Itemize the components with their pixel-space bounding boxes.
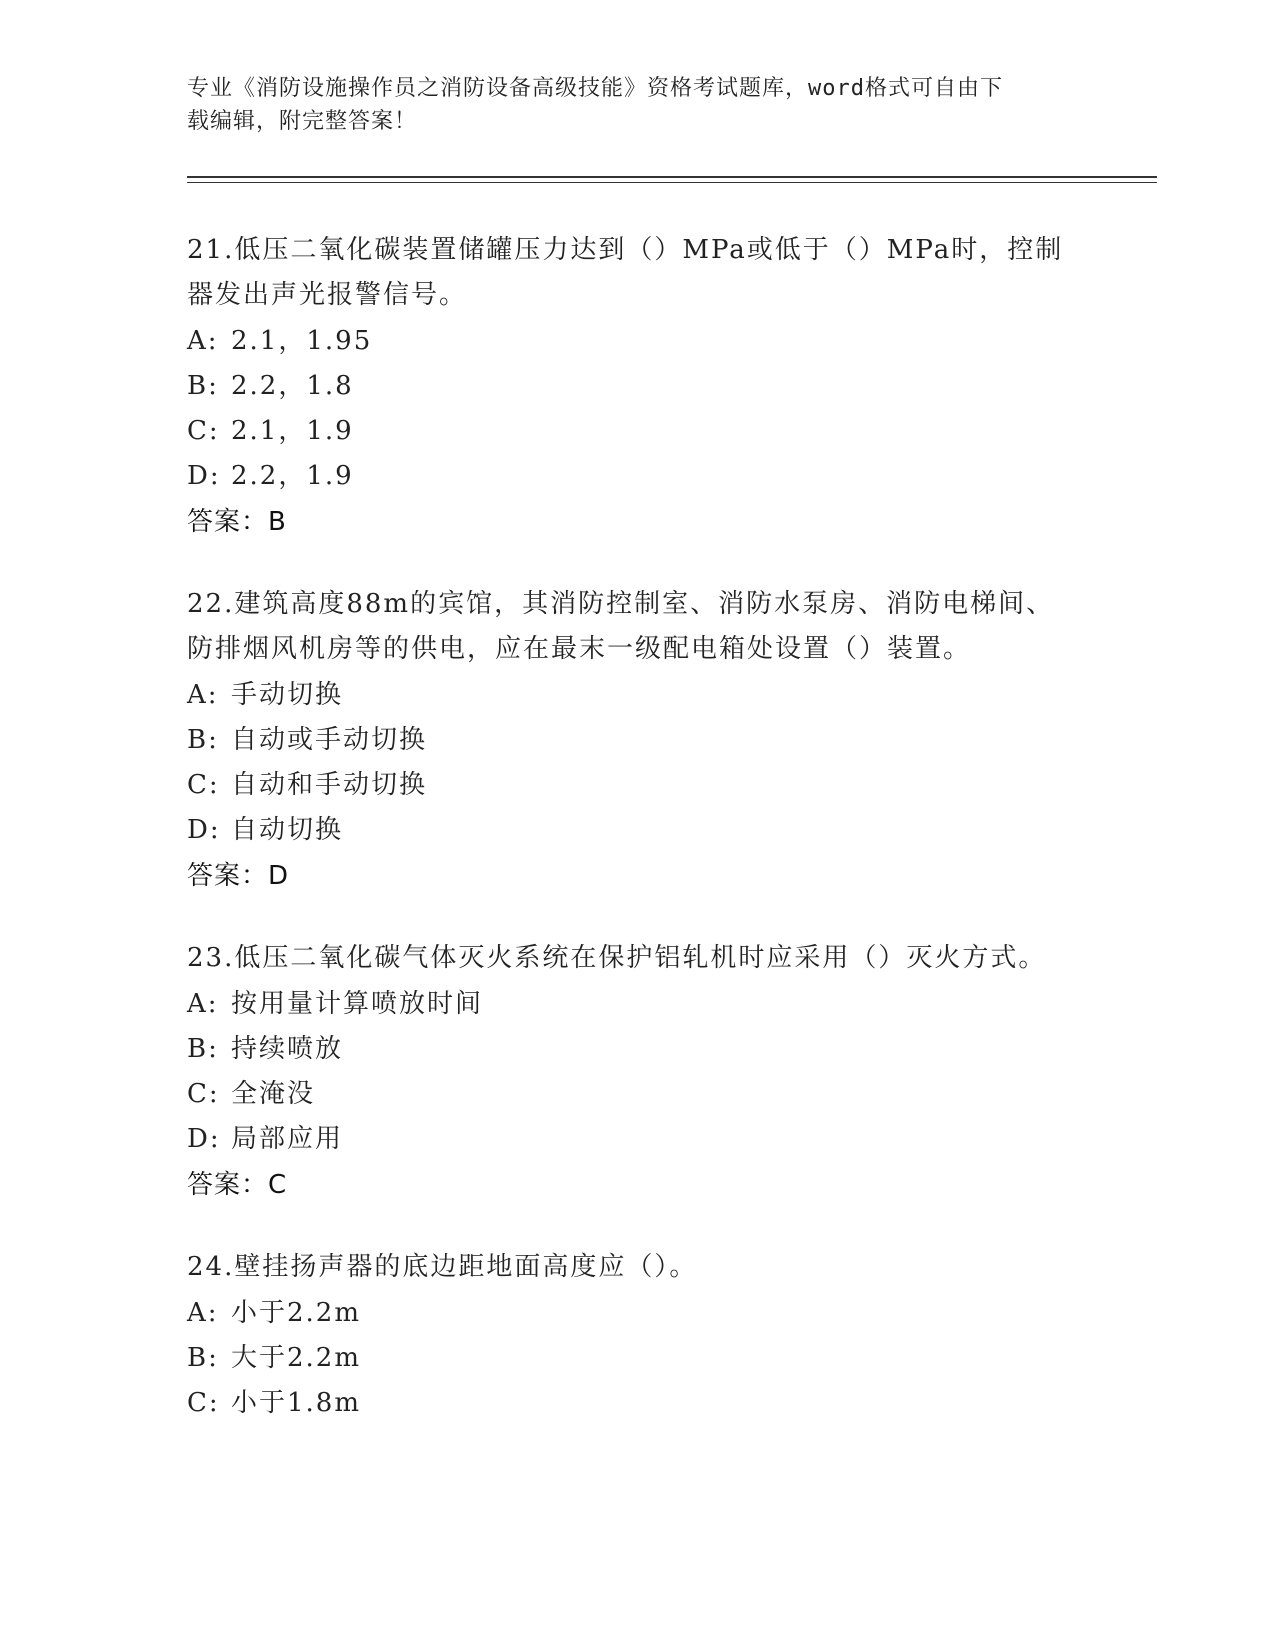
question-list (187, 228, 1087, 1463)
option-text: 2.1，1.95 (231, 326, 373, 356)
question-stem-line: 22.建筑高度88m的宾馆，其消防控制室、消防水泵房、消防电梯间、 (187, 589, 1055, 619)
question-stem: 24.壁挂扬声器的底边距地面高度应（）。 (187, 1252, 698, 1282)
option-key: B: (187, 371, 219, 401)
option-text: 2.2，1.8 (231, 371, 354, 401)
option-b (187, 1027, 1087, 1072)
option-key: A: (187, 989, 219, 1019)
question-24 (187, 1245, 1087, 1426)
option-key: D: (187, 815, 221, 845)
option-a (187, 982, 1087, 1027)
question-stem-line: 器发出声光报警信号。 (187, 280, 468, 310)
option-a (187, 673, 1087, 718)
option-text: 自动切换 (231, 815, 344, 845)
question-23 (187, 936, 1087, 1208)
option-b (187, 364, 1087, 409)
header-divider-thick (187, 176, 1157, 178)
option-d (187, 454, 1087, 499)
question-stem-line: 防排烟风机房等的供电，应在最末一级配电箱处设置（）装置。 (187, 634, 972, 664)
option-c (187, 1381, 1087, 1426)
option-key: C: (187, 416, 220, 446)
option-a (187, 1291, 1087, 1336)
option-text: 小于2.2m (231, 1298, 362, 1328)
option-c (187, 763, 1087, 808)
option-text: 2.2，1.9 (231, 461, 354, 491)
document-header (187, 72, 1087, 138)
option-text: 小于1.8m (231, 1388, 362, 1418)
question-stem-line: 21.低压二氧化碳装置储罐压力达到（）MPa或低于（）MPa时，控制 (187, 235, 1064, 265)
option-key: B: (187, 1034, 219, 1064)
header-divider-thin (187, 182, 1157, 183)
option-key: A: (187, 680, 219, 710)
option-text: 大于2.2m (231, 1343, 362, 1373)
option-key: C: (187, 1388, 220, 1418)
question-stem (187, 228, 1087, 318)
option-key: C: (187, 770, 220, 800)
option-b (187, 718, 1087, 763)
option-text: 按用量计算喷放时间 (231, 989, 484, 1019)
question-stem: 23.低压二氧化碳气体灭火系统在保护铝轧机时应采用（）灭火方式。 (187, 943, 1047, 973)
option-key: A: (187, 326, 219, 356)
option-text: 自动或手动切换 (231, 725, 428, 755)
answer-label: 答案：D (187, 861, 290, 891)
option-text: 持续喷放 (231, 1034, 344, 1064)
question-22 (187, 582, 1087, 899)
option-key: D: (187, 461, 221, 491)
option-key: B: (187, 725, 219, 755)
option-c (187, 1072, 1087, 1117)
option-text: 全淹没 (231, 1079, 316, 1109)
option-d (187, 808, 1087, 853)
option-text: 2.1，1.9 (231, 416, 354, 446)
option-key: D: (187, 1124, 221, 1154)
header-intro-line-1: 专业《消防设施操作员之消防设备高级技能》资格考试题库，word格式可自由下 (187, 76, 1003, 101)
option-c (187, 409, 1087, 454)
answer-label: 答案：C (187, 1170, 288, 1200)
option-a (187, 319, 1087, 364)
option-b (187, 1336, 1087, 1381)
question-21 (187, 228, 1087, 545)
option-text: 手动切换 (231, 680, 344, 710)
option-key: B: (187, 1343, 219, 1373)
option-key: C: (187, 1079, 220, 1109)
option-key: A: (187, 1298, 219, 1328)
option-d (187, 1117, 1087, 1162)
question-stem (187, 582, 1087, 672)
option-text: 自动和手动切换 (231, 770, 428, 800)
option-text: 局部应用 (231, 1124, 344, 1154)
header-intro-line-2: 载编辑，附完整答案！ (187, 109, 418, 134)
answer-label: 答案：B (187, 507, 287, 537)
